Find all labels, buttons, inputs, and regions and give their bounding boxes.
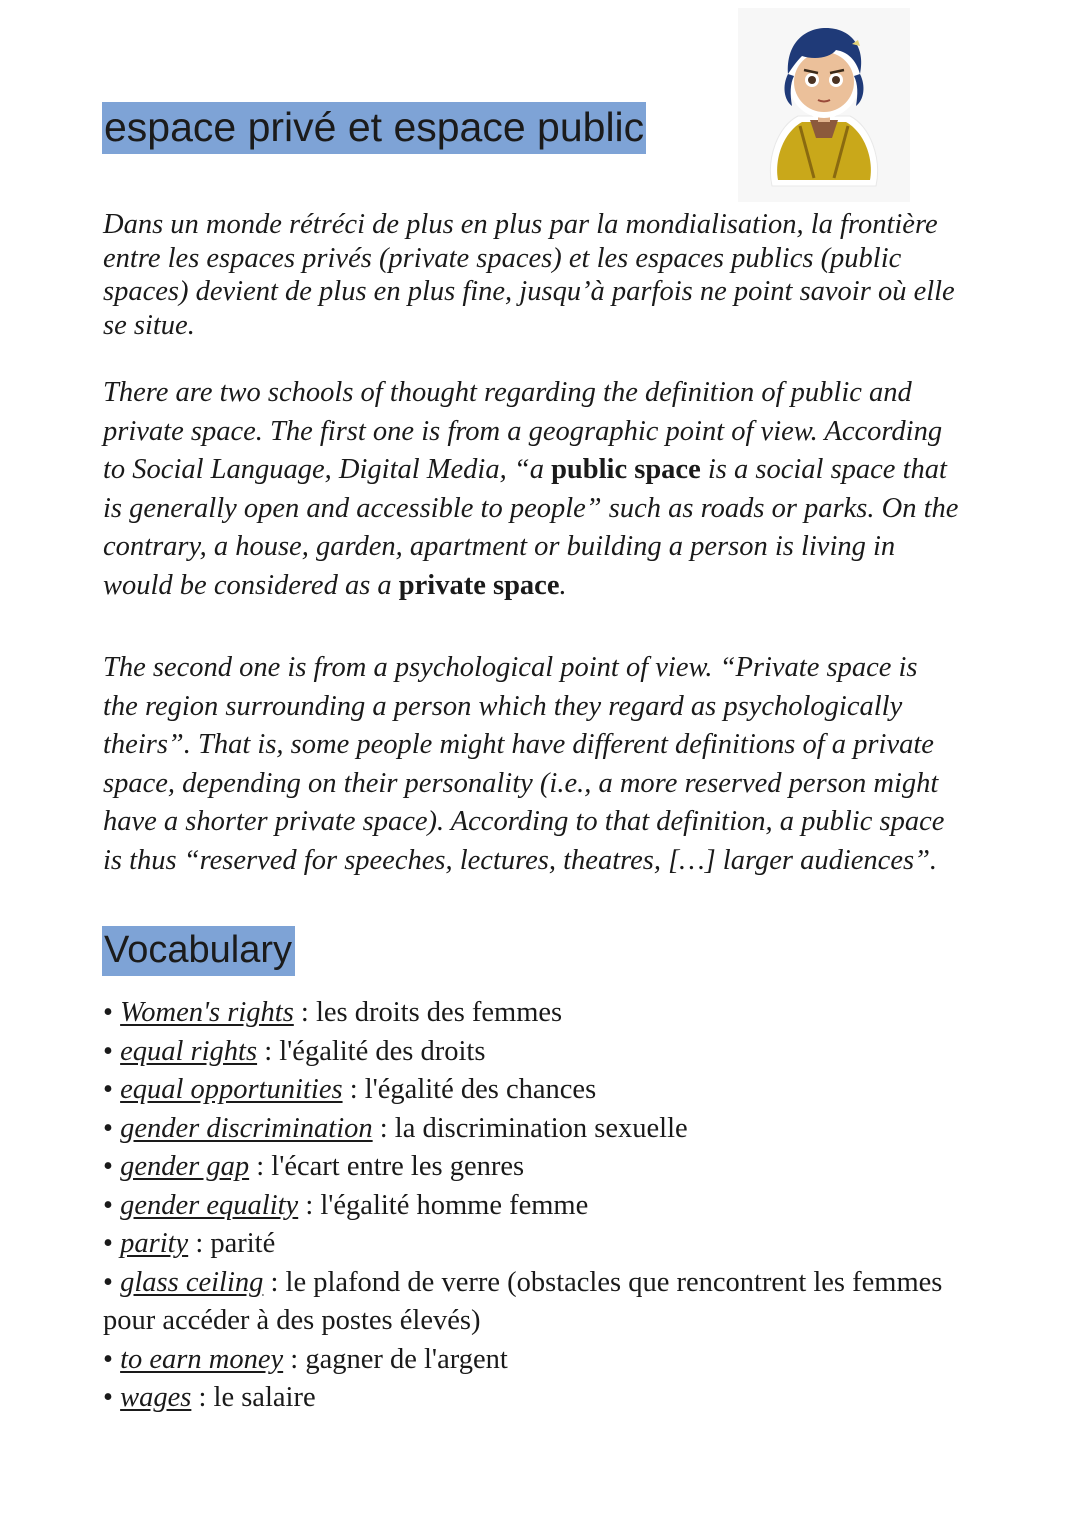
private-space-term: private space: [398, 569, 560, 601]
vocab-term: gender discrimination: [120, 1112, 373, 1144]
intro-line: entre les espaces privés (private spaces) et les espaces publics (public: [103, 242, 902, 274]
intro-paragraph-fr: [103, 208, 1003, 342]
paragraph-line: There are two schools of thought regarding the definition of public and: [103, 377, 912, 408]
vocab-definition: : parité: [188, 1228, 276, 1259]
vocab-item: • gender equality : l'égalité homme femme: [103, 1189, 589, 1221]
vocab-term: gender equality: [120, 1189, 299, 1221]
page-title: espace privé et espace public: [102, 102, 646, 154]
vocab-definition: : l'égalité homme femme: [298, 1189, 589, 1221]
character-sticker-image: [738, 8, 910, 202]
vocab-item: • wages : le salaire: [103, 1382, 316, 1413]
vocab-item: • gender discrimination : la discrimination sexuelle: [103, 1112, 688, 1144]
text-segment: .: [559, 569, 567, 601]
vocab-item: • glass ceiling : le plafond de verre (obstacles que rencontrent les femmes pour accéder à des postes élevés): [103, 1266, 943, 1336]
vocab-term: gender gap: [120, 1151, 250, 1182]
vocab-term: equal opportunities: [120, 1074, 343, 1105]
text-segment: would be considered as a: [103, 569, 399, 601]
vocab-definition: : l'écart entre les genres: [249, 1151, 525, 1182]
paragraph-line: theirs”. That is, some people might have different definitions of a private: [103, 729, 934, 760]
vocab-definition: : le salaire: [191, 1382, 316, 1413]
paragraph-line: is thus “reserved for speeches, lectures, theatres, […] larger audiences”.: [103, 844, 938, 876]
vocab-definition: : la discrimination sexuelle: [372, 1112, 688, 1144]
paragraph-line: contrary, a house, garden, apartment or building a person is living in: [103, 531, 896, 562]
intro-line: se situe.: [103, 309, 195, 341]
public-space-term: public space: [551, 454, 701, 485]
vocab-term: wages: [120, 1382, 192, 1413]
vocabulary-heading: Vocabulary: [102, 926, 295, 976]
vocab-term: Women's rights: [120, 997, 294, 1028]
vocab-item: • to earn money : gagner de l'argent: [103, 1343, 508, 1375]
intro-line: spaces) devient de plus en plus fine, jusqu’à parfois ne point savoir où elle: [103, 276, 955, 307]
vocab-item: • parity : parité: [103, 1228, 276, 1259]
vocab-item: • equal rights : l'égalité des droits: [103, 1035, 486, 1067]
vocab-term: to earn money: [120, 1343, 284, 1375]
vocab-definition-continued: pour accéder à des postes élevés): [103, 1305, 481, 1336]
psychological-definition-paragraph: [103, 649, 1003, 880]
vocab-definition: : le plafond de verre (obstacles que rencontrent les femmes: [263, 1266, 943, 1298]
paragraph-line: [103, 567, 1003, 606]
text-segment: to Social Language, Digital Media, “a: [103, 454, 552, 485]
paragraph-line: The second one is from a psychological point of view. “Private space is: [103, 652, 918, 683]
vocabulary-list: [103, 994, 1003, 1418]
vocab-definition: : gagner de l'argent: [283, 1343, 508, 1375]
vocab-item: • gender gap : l'écart entre les genres: [103, 1151, 525, 1182]
paragraph-line: have a shorter private space). According to that definition, a public space: [103, 806, 945, 837]
vocab-item: • equal opportunities : l'égalité des chances: [103, 1074, 597, 1105]
intro-line: Dans un monde rétréci de plus en plus par la mondialisation, la frontière: [103, 209, 938, 240]
paragraph-line: is generally open and accessible to people” such as roads or parks. On the: [103, 492, 959, 524]
vocab-definition: : l'égalité des chances: [342, 1074, 597, 1105]
vocab-item: • Women's rights : les droits des femmes: [103, 997, 563, 1028]
vocab-term: equal rights: [120, 1035, 258, 1067]
vocab-definition: : l'égalité des droits: [257, 1035, 486, 1067]
paragraph-line: private space. The first one is from a geographic point of view. According: [103, 415, 943, 447]
text-segment: is a social space that: [700, 454, 947, 485]
vocab-term: parity: [120, 1228, 189, 1259]
geographic-definition-paragraph: [103, 374, 1003, 605]
paragraph-line: space, depending on their personality (i.e., a more reserved person might: [103, 767, 939, 799]
paragraph-line: [103, 451, 1003, 490]
vocab-definition: : les droits des femmes: [293, 997, 563, 1028]
vocab-term: glass ceiling: [120, 1266, 264, 1298]
paragraph-line: the region surrounding a person which they regard as psychologically: [103, 690, 903, 722]
